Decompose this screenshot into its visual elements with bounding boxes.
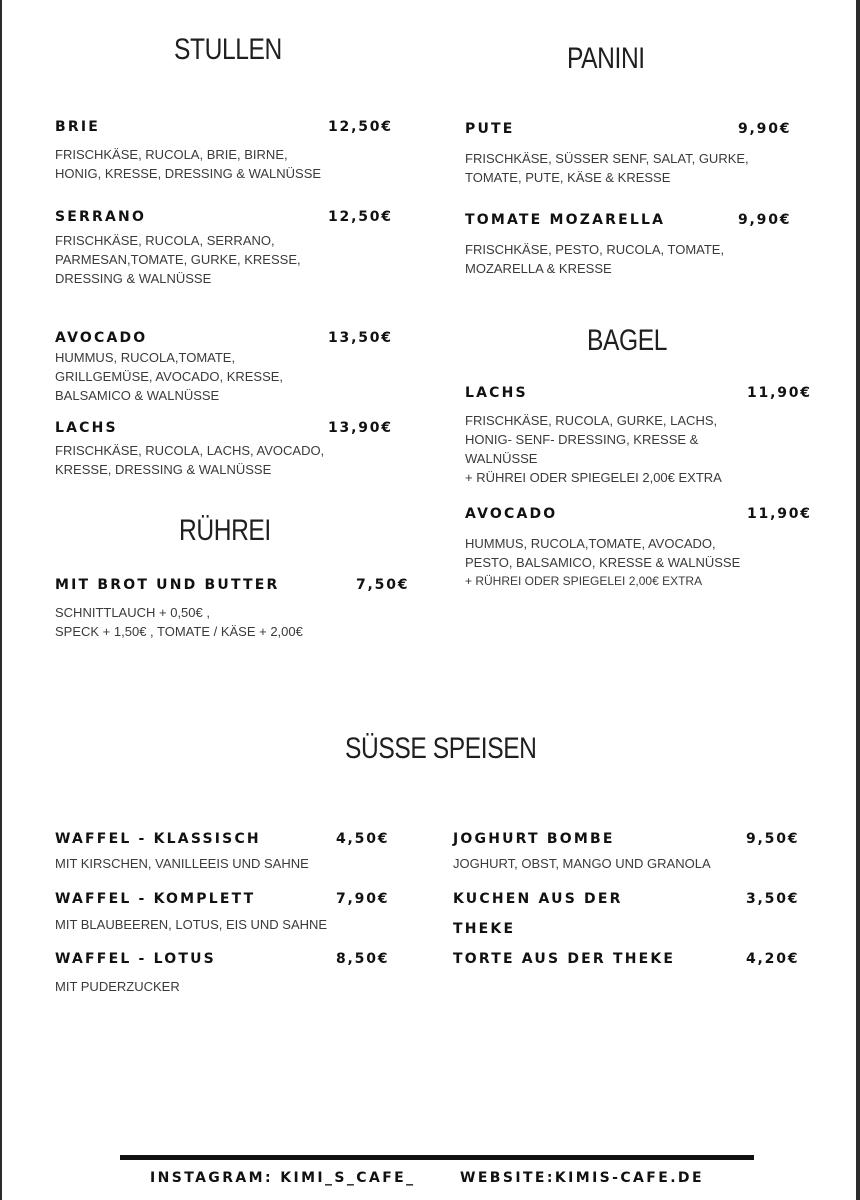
item-name: AVOCADO (465, 506, 558, 522)
item-extra: + RÜHREI ODER SPIEGELEI 2,00€ EXTRA (465, 470, 722, 485)
item-price: 9,50€ (746, 831, 800, 847)
section-title-stullen: STULLEN (174, 33, 282, 66)
item-price: 3,50€ (746, 891, 800, 907)
item-description: MOZARELLA & KRESSE (465, 261, 612, 276)
footer-website: WEBSITE:KIMIS-CAFE.DE (460, 1170, 704, 1186)
item-description: HUMMUS, RUCOLA,TOMATE, AVOCADO, (465, 536, 716, 551)
item-description: MIT KIRSCHEN, VANILLEEIS UND SAHNE (55, 856, 309, 871)
item-name: TOMATE MOZARELLA (465, 212, 666, 228)
item-description: MIT BLAUBEEREN, LOTUS, EIS UND SAHNE (55, 917, 328, 932)
item-description: TOMATE, PUTE, KÄSE & KRESSE (465, 170, 671, 185)
item-description: PARMESAN,TOMATE, GURKE, KRESSE, (55, 252, 301, 267)
item-description: JOGHURT, OBST, MANGO UND GRANOLA (453, 856, 711, 871)
item-name: MIT BROT UND BUTTER (55, 577, 280, 593)
item-description: FRISCHKÄSE, RUCOLA, SERRANO, (55, 233, 275, 248)
item-description: MIT PUDERZUCKER (55, 979, 180, 994)
item-name: LACHS (465, 385, 528, 401)
item-price: 7,50€ (356, 577, 410, 593)
section-title-bagel: BAGEL (587, 324, 668, 357)
item-name: THEKE (453, 921, 516, 937)
item-description: HUMMUS, RUCOLA,TOMATE, (55, 350, 236, 365)
item-name: WAFFEL - KLASSISCH (55, 831, 261, 847)
item-name: WAFFEL - LOTUS (55, 951, 216, 967)
footer-divider (120, 1155, 754, 1160)
item-name: WAFFEL - KOMPLETT (55, 891, 256, 907)
item-name: AVOCADO (55, 330, 148, 346)
item-description: DRESSING & WALNÜSSE (55, 271, 212, 286)
section-title-suesse-speisen: SÜSSE SPEISEN (345, 732, 537, 765)
item-name: KUCHEN AUS DER (453, 891, 623, 907)
item-description: SCHNITTLAUCH + 0,50€ , (55, 605, 210, 620)
item-description: GRILLGEMÜSE, AVOCADO, KRESSE, (55, 369, 284, 384)
menu-page (2, 0, 856, 1200)
item-description: BALSAMICO & WALNÜSSE (55, 388, 220, 403)
footer-instagram: INSTAGRAM: KIMI_S_CAFE_ (150, 1170, 416, 1186)
item-price: 11,90€ (747, 385, 812, 401)
item-price: 9,90€ (738, 212, 792, 228)
item-price: 13,50€ (328, 330, 393, 346)
item-description: HONIG- SENF- DRESSING, KRESSE & (465, 432, 699, 447)
item-extra: + RÜHREI ODER SPIEGELEI 2,00€ EXTRA (465, 574, 703, 588)
item-name: BRIE (55, 119, 101, 135)
item-description: FRISCHKÄSE, RUCOLA, BRIE, BIRNE, (55, 147, 288, 162)
item-name: JOGHURT BOMBE (453, 831, 615, 847)
item-price: 4,20€ (746, 951, 800, 967)
item-description: FRISCHKÄSE, PESTO, RUCOLA, TOMATE, (465, 242, 725, 257)
item-name: LACHS (55, 420, 118, 436)
item-name: TORTE AUS DER THEKE (453, 951, 676, 967)
item-price: 12,50€ (328, 209, 393, 225)
item-price: 12,50€ (328, 119, 393, 135)
item-description: FRISCHKÄSE, RUCOLA, GURKE, LACHS, (465, 413, 718, 428)
item-description: WALNÜSSE (465, 451, 538, 466)
item-price: 11,90€ (747, 506, 812, 522)
item-price: 4,50€ (336, 831, 390, 847)
item-name: PUTE (465, 121, 515, 137)
section-title-ruehrei: RÜHREI (179, 514, 271, 547)
section-title-panini: PANINI (567, 42, 645, 75)
item-description: PESTO, BALSAMICO, KRESSE & WALNÜSSE (465, 555, 741, 570)
item-name: SERRANO (55, 209, 147, 225)
item-price: 7,90€ (336, 891, 390, 907)
item-description: HONIG, KRESSE, DRESSING & WALNÜSSE (55, 166, 322, 181)
item-description: FRISCHKÄSE, RUCOLA, LACHS, AVOCADO, (55, 443, 325, 458)
item-description: KRESSE, DRESSING & WALNÜSSE (55, 462, 272, 477)
item-price: 9,90€ (738, 121, 792, 137)
item-description: SPECK + 1,50€ , TOMATE / KÄSE + 2,00€ (55, 624, 303, 639)
item-price: 8,50€ (336, 951, 390, 967)
item-price: 13,90€ (328, 420, 393, 436)
item-description: FRISCHKÄSE, SÜSSER SENF, SALAT, GURKE, (465, 151, 749, 166)
